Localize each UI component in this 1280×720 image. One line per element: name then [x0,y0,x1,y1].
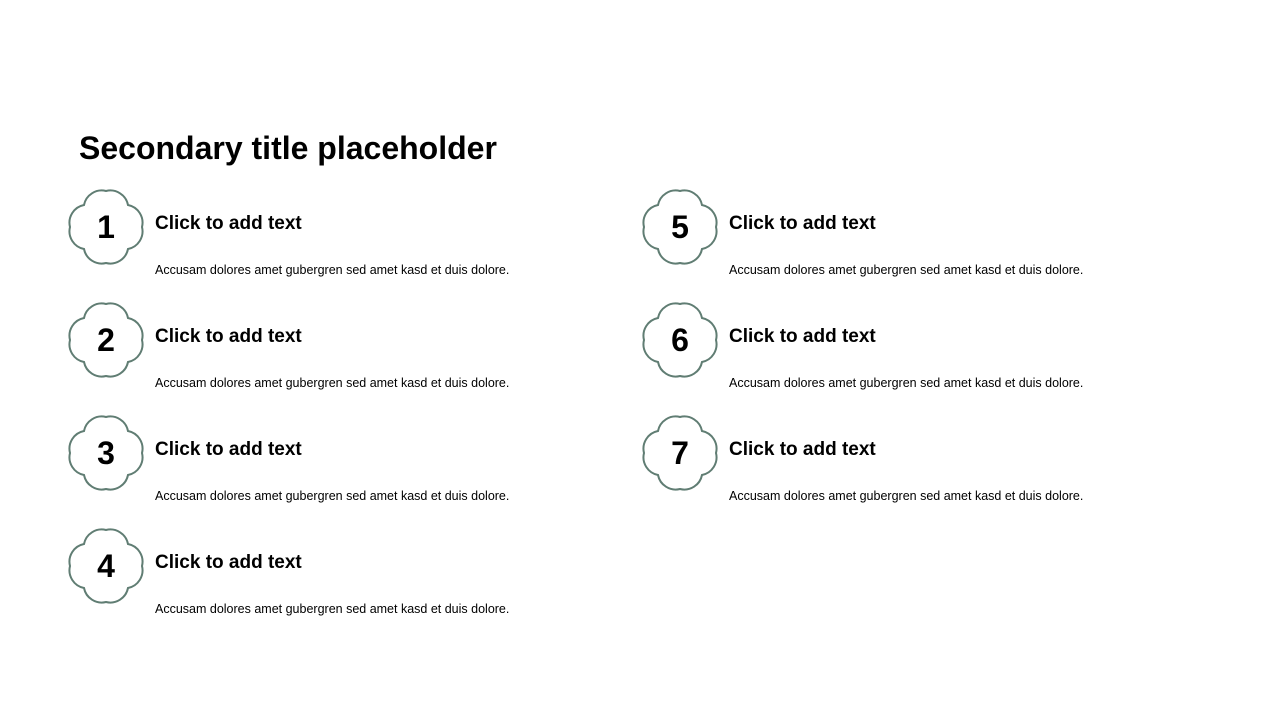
item-heading[interactable]: Click to add text [155,552,302,573]
item-number: 1 [97,209,115,245]
number-badge [642,415,718,491]
number-badge [68,528,144,604]
number-badge [642,302,718,378]
item-number: 6 [671,322,689,358]
item-heading[interactable]: Click to add text [729,439,876,460]
number-badge [68,189,144,265]
item-heading[interactable]: Click to add text [729,326,876,347]
item-number: 2 [97,322,115,358]
item-heading[interactable]: Click to add text [155,213,302,234]
number-badge [68,415,144,491]
item-description[interactable]: Accusam dolores amet gubergren sed amet kasd et duis dolore. [729,489,1084,503]
item-heading[interactable]: Click to add text [155,326,302,347]
item-description[interactable]: Accusam dolores amet gubergren sed amet kasd et duis dolore. [155,489,510,503]
item-description[interactable]: Accusam dolores amet gubergren sed amet kasd et duis dolore. [729,263,1084,277]
item-heading[interactable]: Click to add text [729,213,876,234]
item-number: 5 [671,209,689,245]
item-number: 7 [671,435,689,471]
list-item-3 [68,415,588,503]
list-item-7 [642,415,1162,503]
list-item-6 [642,302,1162,390]
item-description[interactable]: Accusam dolores amet gubergren sed amet kasd et duis dolore. [155,602,510,616]
list-item-4 [68,528,588,616]
number-badge [642,189,718,265]
item-description[interactable]: Accusam dolores amet gubergren sed amet kasd et duis dolore. [155,263,510,277]
item-description[interactable]: Accusam dolores amet gubergren sed amet kasd et duis dolore. [155,376,510,390]
list-item-1 [68,189,588,277]
number-badge [68,302,144,378]
item-heading[interactable]: Click to add text [155,439,302,460]
list-item-5 [642,189,1162,277]
slide-title[interactable]: Secondary title placeholder [79,130,497,166]
item-number: 4 [97,548,115,584]
item-description[interactable]: Accusam dolores amet gubergren sed amet kasd et duis dolore. [729,376,1084,390]
item-number: 3 [97,435,115,471]
list-item-2 [68,302,588,390]
